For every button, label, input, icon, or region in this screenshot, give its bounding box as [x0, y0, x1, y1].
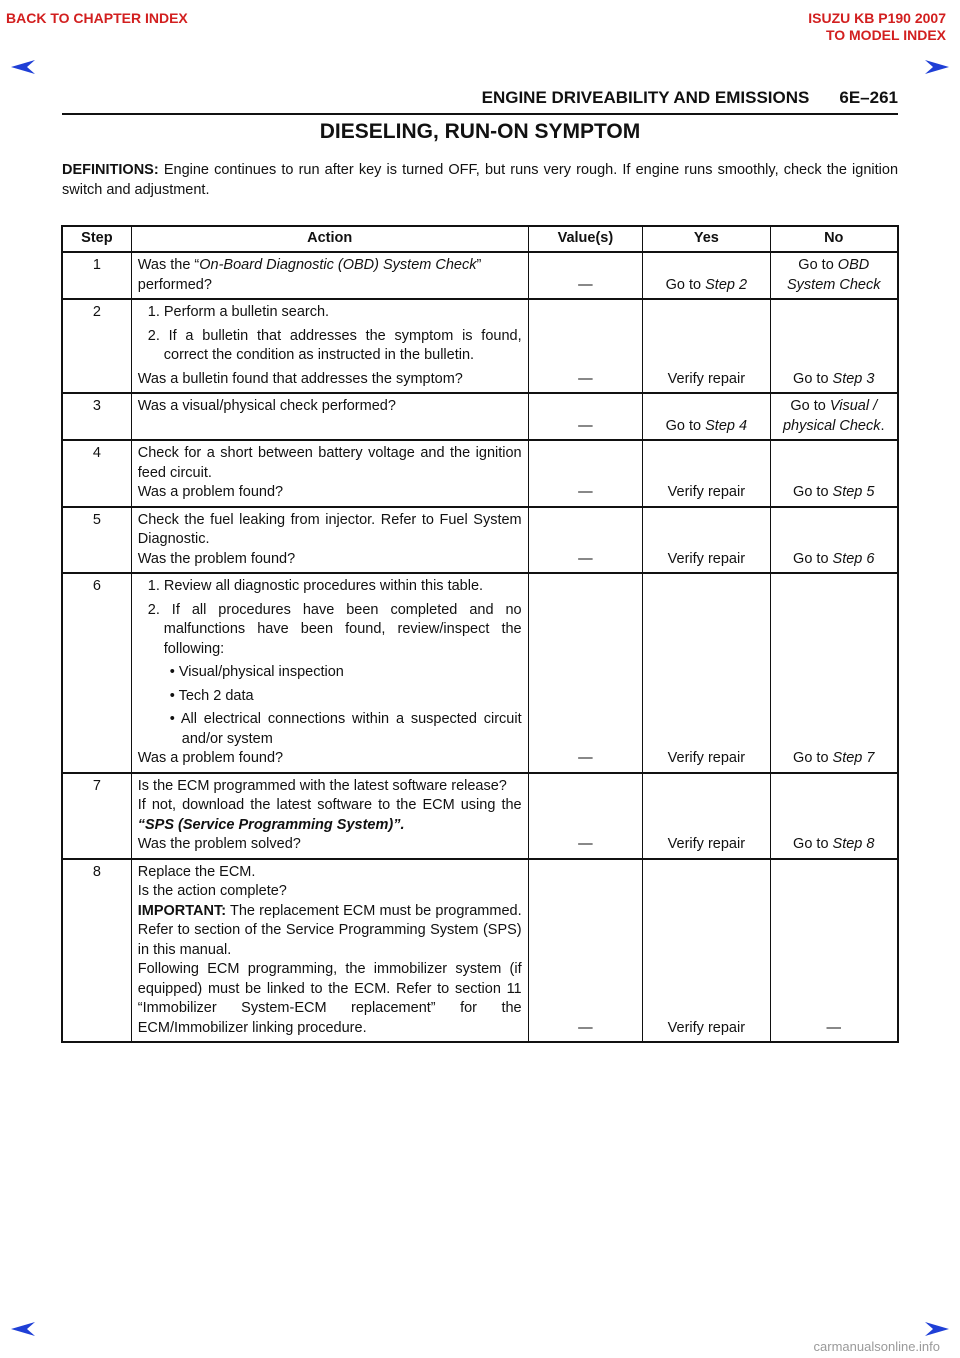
action-item: 1. Perform a bulletin search.	[147, 304, 330, 320]
no-prefix: Go to	[793, 370, 833, 387]
no-reference-link[interactable]: OBD	[837, 257, 870, 273]
diagnostic-table	[61, 225, 899, 1043]
yes-cell	[643, 252, 770, 299]
page-header	[62, 86, 898, 115]
step-number: 3	[62, 393, 131, 440]
no-step-link[interactable]: Step 5	[832, 484, 875, 500]
action-question: Was the problem solved?	[137, 836, 301, 852]
table-header-row	[62, 226, 898, 252]
action-bullet: • Tech 2 data	[169, 687, 254, 704]
yes-prefix: Go to	[665, 417, 706, 434]
prev-page-bottom-arrow-icon[interactable]	[10, 1320, 36, 1338]
no-reference-link[interactable]: Visual /	[829, 398, 878, 414]
table-row	[62, 440, 898, 507]
yes-cell: Verify repair	[643, 440, 770, 507]
action-reference: On-Board Diagnostic (OBD) System Check	[199, 257, 477, 273]
table-row	[62, 507, 898, 574]
action-text: Following ECM programming, the immobilizer system (if equipped) must be linked to the ECM. Refer to section 11 “Immobilizer System-ECM replacement” for the ECM/Immobilizer linking procedure.	[137, 961, 522, 1036]
action-cell	[131, 299, 528, 393]
action-bullet: • All electrical connections within a suspected circuit and/or system	[169, 711, 522, 747]
no-cell: —	[770, 859, 898, 1043]
no-prefix: Go to	[793, 750, 833, 766]
watermark: carmanualsonline.info	[813, 1339, 940, 1354]
value-cell: —	[528, 252, 643, 299]
no-cell	[770, 299, 898, 393]
step-number: 8	[62, 859, 131, 1043]
action-cell	[131, 507, 528, 574]
action-question: Was the problem found?	[137, 550, 296, 567]
important-text: The replacement ECM must be programmed. Refer to section of the Service Programming System (SPS) in this manual.	[137, 902, 522, 958]
yes-prefix: Go to	[665, 276, 706, 293]
action-question: Was a bulletin found that addresses the symptom?	[137, 370, 463, 387]
action-reference: “SPS (Service Programming System)”.	[137, 816, 405, 833]
yes-cell: Verify repair	[643, 773, 770, 859]
no-step-link[interactable]: Step 7	[832, 750, 875, 766]
action-item: 1. Review all diagnostic procedures within this table.	[147, 578, 484, 594]
page-title: DIESELING, RUN-ON SYMPTOM	[319, 120, 641, 143]
header-values: Value(s)	[528, 226, 643, 252]
action-text: Check for a short between battery voltage and the ignition feed circuit.	[137, 445, 522, 481]
no-cell	[770, 252, 898, 299]
action-text: Replace the ECM.	[137, 863, 256, 880]
action-item: 2. If all procedures have been completed and no malfunctions have been found, review/inspect the following:	[147, 601, 522, 657]
value-cell: —	[528, 507, 643, 574]
action-text: ”	[476, 257, 482, 273]
page-number: 6E–261	[839, 88, 898, 107]
no-suffix: .	[880, 417, 885, 434]
yes-cell: Verify repair	[643, 573, 770, 773]
no-step-link[interactable]: Step 6	[832, 550, 875, 567]
definitions-paragraph	[62, 160, 898, 200]
action-cell	[131, 573, 528, 773]
step-number: 1	[62, 252, 131, 299]
action-question: Is the action complete?	[137, 883, 287, 899]
step-number: 5	[62, 507, 131, 574]
action-question: Was a problem found?	[137, 484, 284, 500]
next-page-bottom-arrow-icon[interactable]	[924, 1320, 950, 1338]
value-cell: —	[528, 393, 643, 440]
action-bullet: • Visual/physical inspection	[169, 664, 344, 680]
action-cell	[131, 440, 528, 507]
no-step-link[interactable]: Step 3	[832, 370, 875, 387]
action-text: If not, download the latest software to the ECM using the	[137, 797, 522, 813]
no-prefix: Go to	[793, 836, 833, 852]
yes-step-link[interactable]: Step 2	[705, 276, 748, 293]
model-index-link[interactable]	[808, 10, 946, 44]
header-action: Action	[131, 226, 528, 252]
header-yes: Yes	[643, 226, 770, 252]
back-to-chapter-index-link[interactable]: BACK TO CHAPTER INDEX	[6, 10, 188, 26]
no-reference-link[interactable]: physical Check	[782, 417, 881, 434]
no-prefix: Go to	[798, 257, 838, 273]
value-cell: —	[528, 573, 643, 773]
yes-cell: Verify repair	[643, 859, 770, 1043]
table-row	[62, 773, 898, 859]
table-row	[62, 299, 898, 393]
no-cell	[770, 393, 898, 440]
section-title: ENGINE DRIVEABILITY AND EMISSIONS	[481, 88, 810, 107]
value-cell: —	[528, 859, 643, 1043]
value-cell: —	[528, 299, 643, 393]
no-cell	[770, 573, 898, 773]
no-prefix: Go to	[793, 484, 833, 500]
yes-step-link[interactable]: Step 4	[705, 417, 748, 434]
value-cell: —	[528, 440, 643, 507]
header-no: No	[770, 226, 898, 252]
action-cell	[131, 859, 528, 1043]
prev-page-arrow-icon[interactable]	[10, 58, 36, 76]
action-text: Was the “	[137, 257, 200, 273]
value-cell: —	[528, 773, 643, 859]
step-number: 4	[62, 440, 131, 507]
action-question: performed?	[137, 276, 212, 293]
definitions-text: Engine continues to run after key is turned OFF, but runs very rough. If engine runs smoothly, check the ignition switch and adjustment.	[62, 162, 899, 198]
important-label: IMPORTANT:	[137, 902, 227, 919]
yes-cell: Verify repair	[643, 507, 770, 574]
yes-cell	[643, 393, 770, 440]
no-step-link[interactable]: Step 8	[832, 836, 875, 852]
header-step: Step	[62, 226, 131, 252]
action-cell	[131, 252, 528, 299]
table-row	[62, 252, 898, 299]
no-cell	[770, 440, 898, 507]
action-cell	[131, 773, 528, 859]
table-row	[62, 573, 898, 773]
action-item: 2. If a bulletin that addresses the symptom is found, correct the condition as instructed in the bulletin.	[147, 327, 522, 363]
no-cell	[770, 507, 898, 574]
no-prefix: Go to	[793, 550, 833, 567]
table-row	[62, 393, 898, 440]
table-row	[62, 859, 898, 1043]
no-reference-link[interactable]: System Check	[787, 276, 881, 293]
to-model-index-label: TO MODEL INDEX	[825, 27, 946, 43]
next-page-arrow-icon[interactable]	[924, 58, 950, 76]
definitions-label: DEFINITIONS:	[62, 162, 159, 178]
no-cell	[770, 773, 898, 859]
action-cell	[131, 393, 528, 440]
step-number: 2	[62, 299, 131, 393]
no-prefix: Go to	[790, 398, 830, 414]
step-number: 7	[62, 773, 131, 859]
model-name: ISUZU KB P190 2007	[808, 10, 946, 26]
action-question: Was a problem found?	[137, 750, 284, 766]
yes-cell: Verify repair	[643, 299, 770, 393]
action-question: Was a visual/physical check performed?	[137, 398, 396, 414]
action-text: Is the ECM programmed with the latest software release?	[137, 777, 507, 794]
step-number: 6	[62, 573, 131, 773]
action-text: Check the fuel leaking from injector. Refer to Fuel System Diagnostic.	[137, 511, 522, 547]
